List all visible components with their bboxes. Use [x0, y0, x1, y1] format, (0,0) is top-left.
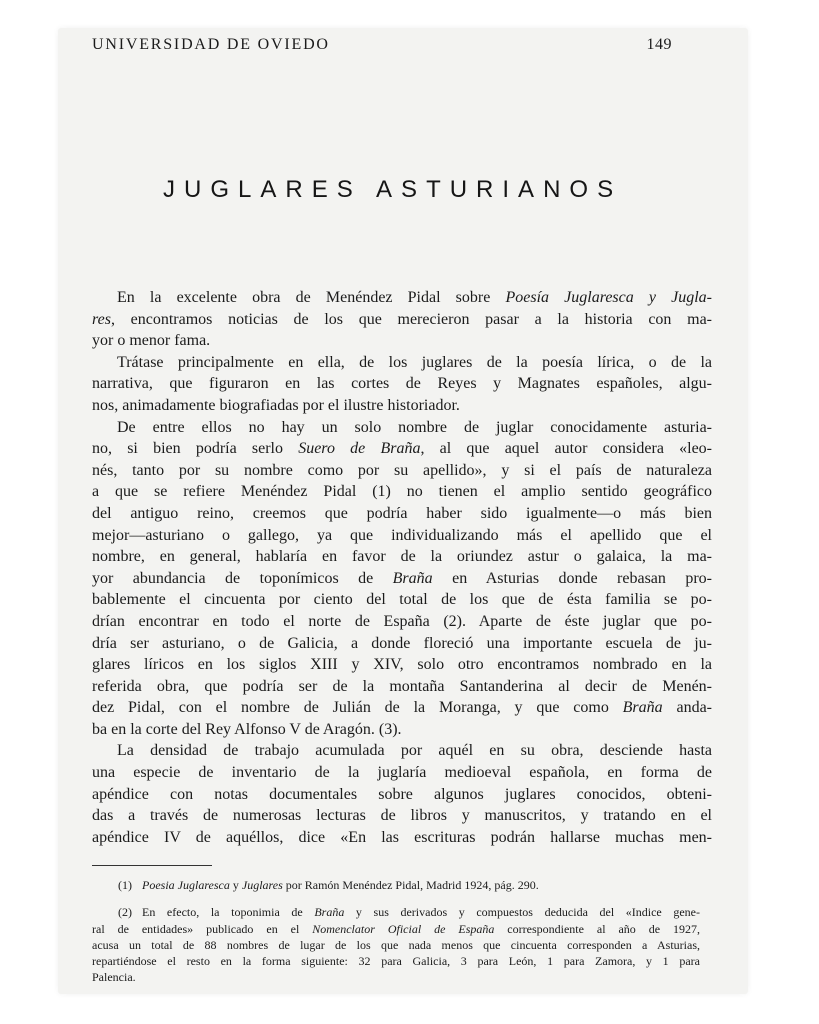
text-segment: yor abundancia de toponímicos de: [92, 569, 393, 587]
text-segment: La densidad de trabajo acumulada por aquél en su obra, desciende hasta: [117, 742, 712, 760]
text-line: [92, 676, 712, 698]
text-line: [92, 525, 712, 547]
text-segment: ral de entidades» publicado en el: [92, 921, 313, 936]
book-title-italic: res: [92, 310, 111, 328]
text-line: [92, 654, 712, 676]
text-segment: no, si bien podría serlo: [92, 440, 299, 458]
text-segment: das a través de numerosas lecturas de libros y manuscritos, y tratando en el: [92, 807, 712, 825]
text-segment: nos, animadamente biografiadas por el ilustre historiador.: [92, 396, 460, 414]
text-line: [92, 287, 712, 309]
text-segment: a que se refiere Menéndez Pidal (1) no tienen el amplio sentido geográfico: [92, 483, 712, 501]
text-line: [92, 373, 712, 395]
book-title-italic: Poesia Juglaresca: [142, 878, 230, 892]
text-line: [92, 568, 712, 590]
page-number: 149: [646, 36, 672, 53]
text-segment: nombre, en general, hablaría en favor de la oriundez astur o galaica, la ma-: [92, 548, 712, 566]
text-segment: Palencia.: [92, 970, 136, 985]
text-segment: bablemente el cincuenta por ciento del total de los que de ésta familia se po-: [92, 591, 712, 609]
text-line: [92, 503, 712, 525]
paragraph-1: [92, 287, 712, 352]
text-segment: referida obra, que podría ser de la montaña Santanderina al decir de Menén-: [92, 677, 712, 695]
running-title: UNIVERSIDAD DE OVIEDO: [92, 36, 330, 53]
text-line: [92, 611, 712, 633]
body-text: [92, 287, 712, 848]
name-italic: Braña: [392, 569, 433, 587]
text-segment: correspondiente al año de 1927,: [494, 921, 700, 936]
text-line: [92, 438, 712, 460]
text-segment: nés, tanto por su nombre como por su apellido», y si el país de naturaleza: [92, 461, 712, 479]
footnote-number: (1): [118, 878, 132, 892]
footnote-line: [92, 921, 700, 937]
text-segment: y sus derivados y compuestos deducida del «Indice gene-: [344, 905, 700, 920]
text-segment: En la excelente obra de Menéndez Pidal sobre: [117, 289, 506, 306]
footnote-line: [92, 904, 700, 920]
text-line: [92, 395, 712, 417]
footnote-gap: [92, 893, 700, 904]
book-title-italic: Poesía Juglaresca y Jugla-: [505, 289, 712, 306]
text-segment: yor o menor fama.: [92, 332, 211, 350]
text-segment: por Ramón Menéndez Pidal, Madrid 1924, pág. 290.: [282, 878, 539, 892]
name-italic: Suero de Braña: [298, 440, 421, 458]
text-line: [92, 633, 712, 655]
text-segment: narrativa, que figuraron en las cortes de Reyes y Magnates españoles, algu-: [92, 375, 712, 393]
footnote-line: [92, 877, 700, 893]
footnote-divider: [92, 865, 212, 866]
text-line: [92, 805, 712, 827]
chapter-title: JUGLARES ASTURIANOS: [163, 176, 623, 203]
text-line: [92, 481, 712, 503]
text-line: [92, 589, 712, 611]
text-line: [92, 827, 712, 849]
text-segment: en Asturias donde rebasan pro-: [432, 569, 712, 587]
text-segment: mejor—asturiano o gallego, ya que individualizando más el apellido que el: [92, 526, 712, 544]
text-segment: Trátase principalmente en ella, de los juglares de la poesía lírica, o de la: [117, 353, 712, 371]
text-segment: dría ser asturiano, o de Galicia, a donde floreció una importante escuela de ju-: [92, 634, 712, 652]
text-segment: , encontramos noticias de los que merecieron pasar a la historia con ma-: [110, 310, 712, 328]
name-italic: Braña: [314, 905, 345, 920]
text-line: [92, 697, 712, 719]
text-line: [92, 719, 712, 741]
footnote-line: [92, 953, 700, 969]
book-title-italic: Nomenclator Oficial de España: [312, 921, 495, 936]
text-line: [92, 352, 712, 374]
text-segment: glares líricos en los siglos XIII y XIV, solo otro encontramos nombrado en la: [92, 656, 712, 674]
book-title-italic: Juglares: [241, 878, 283, 892]
text-segment: De entre ellos no hay un solo nombre de juglar conocidamente asturia-: [117, 418, 712, 436]
text-segment: En efecto, la toponimia de: [142, 905, 315, 920]
text-line: [92, 546, 712, 568]
text-segment: anda-: [662, 699, 712, 717]
text-line: [92, 460, 712, 482]
text-segment: y: [229, 878, 242, 892]
paragraph-4: [92, 740, 712, 848]
text-segment: repartiéndose el resto en la forma siguiente: 32 para Galicia, 3 para León, 1 para Zamora, y 1 para: [92, 954, 700, 969]
text-segment: del antiguo reino, creemos que podría haber sido igualmente—o más bien: [92, 504, 712, 522]
text-line: [92, 309, 712, 331]
footnote-number: (2): [118, 905, 132, 920]
text-segment: , al que aquel autor considera «leo-: [420, 440, 712, 458]
footnote-line: [92, 937, 700, 953]
text-segment: una especie de inventario de la juglaría medioeval española, en forma de: [92, 764, 712, 782]
paragraph-2: [92, 352, 712, 417]
paragraph-3: [92, 417, 712, 741]
text-line: [92, 417, 712, 439]
footnote-1: [92, 877, 700, 893]
text-line: [92, 784, 712, 806]
name-italic: Braña: [622, 699, 663, 717]
text-segment: dez Pidal, con el nombre de Julián de la Moranga, y que como: [92, 699, 623, 717]
text-segment: apéndice con notas documentales sobre algunos juglares conocidos, obteni-: [92, 785, 712, 803]
footnote-2: [92, 904, 700, 985]
text-segment: acusa un total de 88 nombres de lugar de los que nada menos que cincuenta corresponden a Asturias,: [92, 937, 700, 952]
text-segment: ba en la corte del Rey Alfonso V de Aragón. (3).: [92, 720, 402, 738]
text-line: [92, 330, 712, 352]
footnote-line: [92, 969, 700, 985]
text-line: [92, 740, 712, 762]
text-segment: drían encontrar en todo el norte de España (2). Aparte de éste juglar que po-: [92, 612, 712, 630]
text-segment: apéndice IV de aquéllos, dice «En las escrituras podrán hallarse muchas men-: [92, 828, 712, 846]
text-line: [92, 762, 712, 784]
footnotes: [92, 877, 700, 986]
